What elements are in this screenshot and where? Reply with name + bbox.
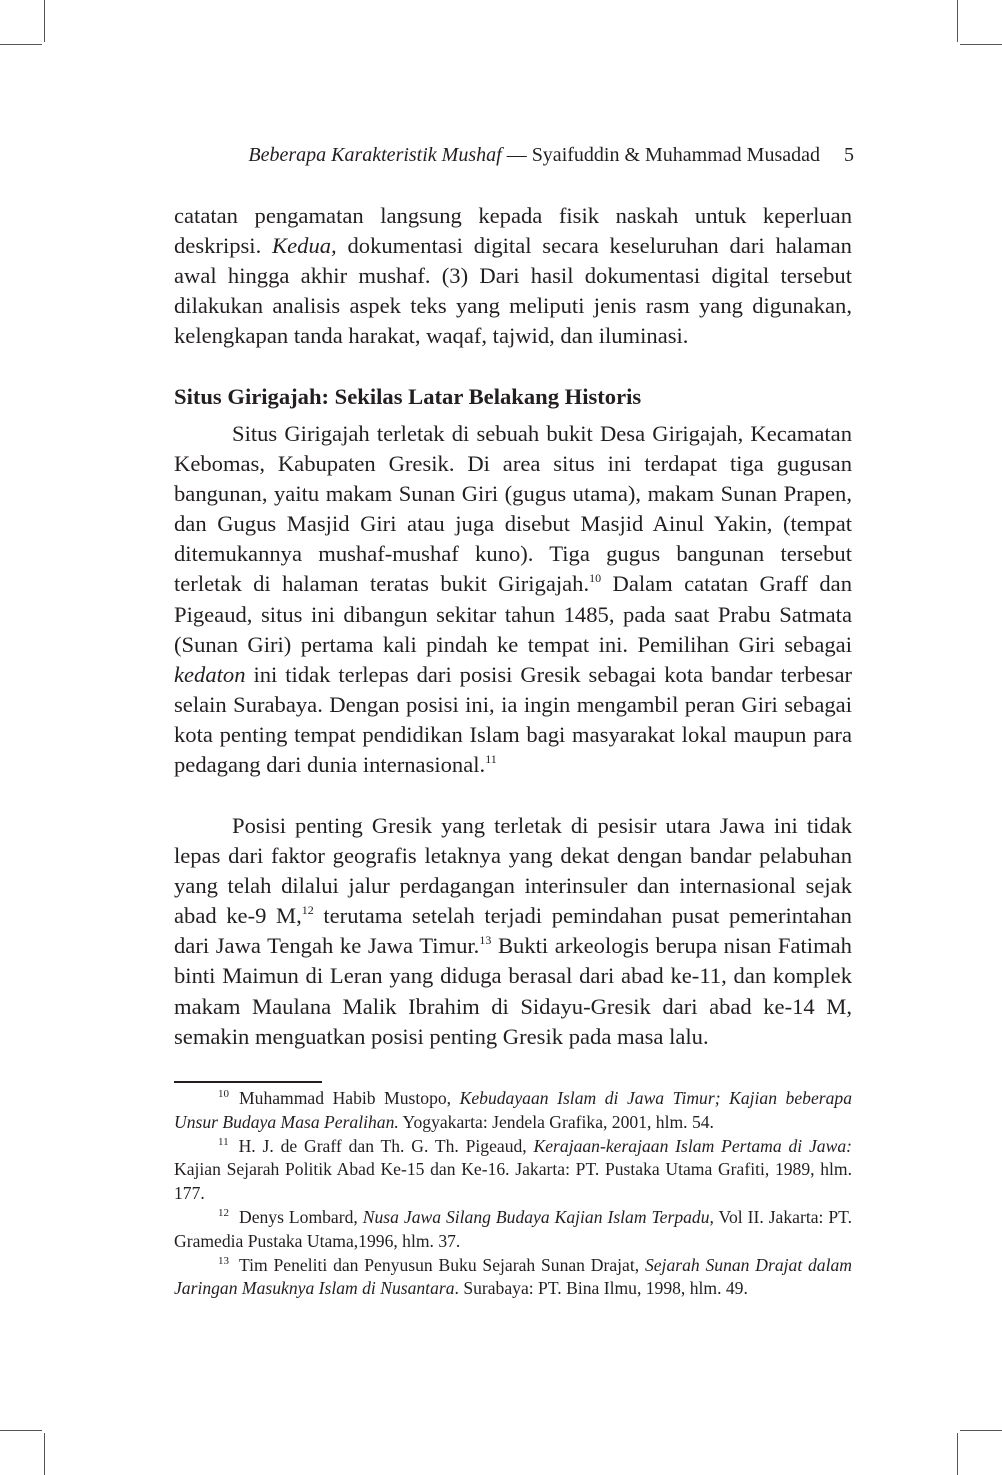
footnote-ref[interactable]: 11: [485, 752, 497, 767]
text-run: catatan pengamatan langsung kepada fisik naskah untuk keperluan deskripsi.: [174, 203, 852, 259]
footnote-ref[interactable]: 13: [479, 933, 492, 948]
paragraph-situs: [174, 419, 852, 780]
footnote-number: 10: [218, 1088, 229, 1100]
running-head: [174, 143, 854, 167]
footnote-divider: [174, 1081, 322, 1083]
footnote-item: [174, 1206, 852, 1254]
crop-mark: [0, 44, 42, 45]
footnote-item: [174, 1254, 852, 1302]
text-run: Tim Peneliti dan Penyusun Buku Sejarah Sunan Drajat,: [239, 1254, 645, 1275]
running-head-title: Beberapa Karakteristik Mushaf: [248, 144, 502, 166]
crop-mark: [960, 1430, 1002, 1431]
running-head-authors: — Syaifuddin & Muhammad Musadad: [501, 144, 820, 166]
text-run: dokumentasi digital secara keseluruhan dari halaman awal hingga akhir mushaf. (3) Dari hasil dokumentasi digital tersebut dilakukan analisis aspek teks yang meliputi jenis rasm yang digunakan, kelengkapan tanda harakat, waqaf, tajwid, dan iluminasi.: [174, 233, 852, 349]
crop-mark: [44, 0, 45, 42]
text-run: Posisi penting Gresik yang terletak di pesisir utara Jawa ini tidak lepas dari faktor geografis letaknya yang dekat dengan bandar pelabuhan yang telah dilalui jalur perdagangan interinsuler dan internasional sejak abad ke-9 M,: [174, 813, 852, 929]
text-run: Bukti arkeologis berupa nisan Fatimah binti Maimun di Leran yang diduga berasal dari abad ke-11, dan komplek makam Maulana Malik Ibrahim di Sidayu-Gresik dari abad ke-14 M, semakin menguatkan posisi penting Gresik pada masa lalu.: [174, 933, 852, 1049]
text-run-italic: kedaton: [174, 661, 246, 687]
text-run: Kajian Sejarah Politik Abad Ke-15 dan Ke-16. Jakarta: PT. Pustaka Utama Grafiti, 1989, hlm. 177.: [174, 1159, 852, 1204]
section-heading: Situs Girigajah: Sekilas Latar Belakang Historis: [174, 384, 642, 409]
crop-mark: [0, 1430, 42, 1431]
footnote-number: 11: [218, 1135, 229, 1148]
text-run: ini tidak terlepas dari posisi Gresik sebagai kota bandar terbesar selain Surabaya. Dengan posisi ini, ia ingin mengambil peran Giri sebagai kota penting tempat pendidikan Islam bagi masyarakat lokal maupun para pedagang dari dunia internasional.: [174, 661, 852, 778]
crop-mark: [957, 0, 958, 42]
footnote-ref[interactable]: 10: [589, 571, 602, 586]
paragraph-method: [174, 201, 852, 351]
text-run: Yogyakarta: Jendela Grafika, 2001, hlm. 54.: [398, 1111, 714, 1132]
footnote-number: 12: [218, 1206, 229, 1219]
text-run-italic: Nusa Jawa Silang Budaya Kajian Islam Terpadu,: [362, 1206, 714, 1227]
text-run-italic: Sejarah Sunan Drajat dalam Jaringan Masuknya Islam di Nusantara: [174, 1254, 852, 1299]
crop-mark: [957, 1433, 958, 1475]
text-run-italic: Kedua,: [272, 233, 337, 259]
footnote-number: 13: [218, 1254, 229, 1267]
text-run: . Surabaya: PT. Bina Ilmu, 1998, hlm. 49.: [454, 1278, 748, 1299]
text-run: terutama setelah terjadi pemindahan pusat pemerintahan dari Jawa Tengah ke Jawa Timur.: [174, 903, 852, 959]
text-run: Denys Lombard,: [239, 1206, 363, 1227]
text-run: Dalam catatan Graff dan Pigeaud, situs ini dibangun sekitar tahun 1485, pada saat Prabu Satmata (Sunan Giri) pertama kali pindah ke tempat ini. Pemilihan Giri sebagai: [174, 571, 852, 657]
footnote-item: [174, 1087, 852, 1135]
crop-mark: [960, 44, 1002, 45]
crop-mark: [44, 1433, 45, 1475]
page-number: 5: [844, 144, 854, 166]
footnotes: [174, 1087, 852, 1301]
text-run-italic: Kerajaan-kerajaan Islam Pertama di Jawa:: [533, 1135, 852, 1156]
text-run: Muhammad Habib Mustopo,: [239, 1088, 460, 1108]
text-run-italic: Kebudayaan Islam di Jawa Timur; Kajian beberapa Unsur Budaya Masa Peralihan.: [174, 1088, 852, 1132]
paragraph-posisi: [174, 811, 852, 1052]
text-run: Vol II. Jakarta: PT. Gramedia Pustaka Utama,1996, hlm. 37.: [174, 1206, 852, 1251]
footnote-ref[interactable]: 12: [301, 903, 314, 918]
footnote-item: [174, 1135, 852, 1206]
text-run: Situs Girigajah terletak di sebuah bukit Desa Girigajah, Kecamatan Kebomas, Kabupaten Gresik. Di area situs ini terdapat tiga gugusan bangunan, yaitu makam Sunan Giri (gugus utama), makam Sunan Prapen, dan Gugus Masjid Giri atau juga disebut Masjid Ainul Yakin, (tempat ditemukannya mushaf-mushaf kuno). Tiga gugus bangunan tersebut terletak di halaman teratas bukit Girigajah.: [174, 421, 852, 597]
text-run: H. J. de Graff dan Th. G. Th. Pigeaud,: [238, 1135, 534, 1156]
